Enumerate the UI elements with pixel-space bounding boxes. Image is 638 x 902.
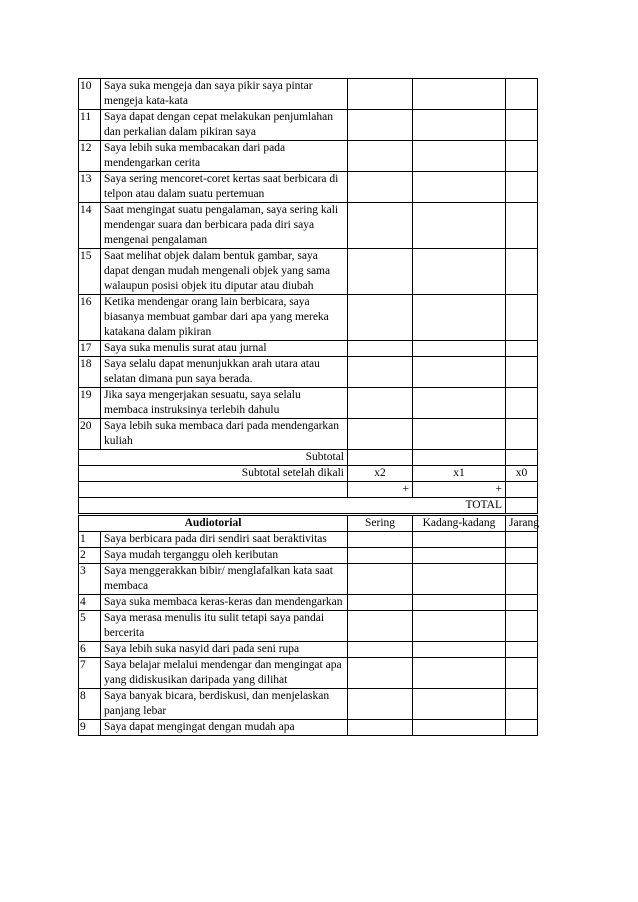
statement: Saya dapat dengan cepat melakukan penjumlahan dan perkalian dalam pikiran saya (101, 110, 348, 141)
answer-cell-kadang[interactable] (413, 172, 506, 203)
statement: Ketika mendengar orang lain berbicara, saya biasanya membuat gambar dari apa yang mereka katakana dalam pikiran (101, 295, 348, 341)
row-number: 14 (79, 203, 101, 249)
answer-cell-kadang[interactable] (413, 658, 506, 689)
answer-cell-kadang[interactable] (413, 249, 506, 295)
table-row (79, 720, 538, 736)
answer-cell-sering[interactable] (348, 388, 413, 419)
answer-cell-sering[interactable] (348, 548, 413, 564)
subtotal-kadang[interactable] (413, 450, 506, 466)
answer-cell-sering[interactable] (348, 357, 413, 388)
answer-cell-kadang[interactable] (413, 141, 506, 172)
answer-cell-kadang[interactable] (413, 642, 506, 658)
answer-cell-jarang[interactable] (506, 110, 538, 141)
answer-cell-sering[interactable] (348, 658, 413, 689)
row-number: 2 (79, 548, 101, 564)
answer-cell-jarang[interactable] (506, 388, 538, 419)
statement: Saya belajar melalui mendengar dan mengingat apa yang didiskusikan daripada yang dilihat (101, 658, 348, 689)
answer-cell-sering[interactable] (348, 110, 413, 141)
answer-cell-kadang[interactable] (413, 357, 506, 388)
row-number: 13 (79, 172, 101, 203)
table-row (79, 658, 538, 689)
multiplier-x1: x1 (413, 466, 506, 482)
answer-cell-jarang[interactable] (506, 564, 538, 595)
statement: Saya banyak bicara, berdiskusi, dan menjelaskan panjang lebar (101, 689, 348, 720)
statement: Saya merasa menulis itu sulit tetapi saya pandai bercerita (101, 611, 348, 642)
row-number: 3 (79, 564, 101, 595)
answer-cell-sering[interactable] (348, 564, 413, 595)
row-number: 7 (79, 658, 101, 689)
row-number: 10 (79, 79, 101, 110)
subtotal-label: Subtotal (79, 450, 348, 466)
row-number: 1 (79, 532, 101, 548)
answer-cell-sering[interactable] (348, 203, 413, 249)
total-row (79, 498, 538, 515)
table-row (79, 532, 538, 548)
statement: Saya suka membaca keras-keras dan mendengarkan (101, 595, 348, 611)
column-header-sering: Sering (348, 515, 413, 532)
row-number: 9 (79, 720, 101, 736)
statement: Saat mengingat suatu pengalaman, saya sering kali mendengar suara dan berbicara pada diri saya mengenai pengalaman (101, 203, 348, 249)
plus-result[interactable] (506, 482, 538, 498)
row-number: 18 (79, 357, 101, 388)
multiplied-label: Subtotal setelah dikali (79, 466, 348, 482)
table-row (79, 642, 538, 658)
total-value[interactable] (506, 498, 538, 515)
table-row (79, 595, 538, 611)
row-number: 8 (79, 689, 101, 720)
plus-spacer (79, 482, 348, 498)
plus-sign: + (348, 482, 413, 498)
row-number: 16 (79, 295, 101, 341)
table-row (79, 249, 538, 295)
answer-cell-sering[interactable] (348, 172, 413, 203)
table-row (79, 295, 538, 341)
table-row (79, 172, 538, 203)
answer-cell-sering[interactable] (348, 611, 413, 642)
row-number: 5 (79, 611, 101, 642)
statement: Saya lebih suka membaca dari pada mendengarkan kuliah (101, 419, 348, 450)
answer-cell-jarang[interactable] (506, 249, 538, 295)
row-number: 6 (79, 642, 101, 658)
statement: Saya lebih suka nasyid dari pada seni rupa (101, 642, 348, 658)
answer-cell-kadang[interactable] (413, 611, 506, 642)
answer-cell-jarang[interactable] (506, 341, 538, 357)
table-row (79, 203, 538, 249)
answer-cell-sering[interactable] (348, 595, 413, 611)
statement: Saya berbicara pada diri sendiri saat beraktivitas (101, 532, 348, 548)
row-number: 12 (79, 141, 101, 172)
audio-header-row (79, 515, 538, 532)
answer-cell-jarang[interactable] (506, 357, 538, 388)
answer-cell-sering[interactable] (348, 642, 413, 658)
answer-cell-kadang[interactable] (413, 548, 506, 564)
table-row (79, 141, 538, 172)
statement: Saya mudah terganggu oleh keributan (101, 548, 348, 564)
row-number: 20 (79, 419, 101, 450)
answer-cell-jarang[interactable] (506, 595, 538, 611)
answer-cell-sering[interactable] (348, 341, 413, 357)
table-row (79, 341, 538, 357)
row-number: 19 (79, 388, 101, 419)
table-row (79, 357, 538, 388)
row-number: 4 (79, 595, 101, 611)
statement: Saya suka mengeja dan saya pikir saya pintar mengeja kata-kata (101, 79, 348, 110)
table-row (79, 110, 538, 141)
row-number: 11 (79, 110, 101, 141)
row-number: 17 (79, 341, 101, 357)
answer-cell-kadang[interactable] (413, 79, 506, 110)
answer-cell-sering[interactable] (348, 689, 413, 720)
multiplier-x0: x0 (506, 466, 538, 482)
answer-cell-sering[interactable] (348, 720, 413, 736)
multiplier-x2: x2 (348, 466, 413, 482)
multiplied-row (79, 466, 538, 482)
answer-cell-kadang[interactable] (413, 203, 506, 249)
answer-cell-sering[interactable] (348, 79, 413, 110)
table-row (79, 419, 538, 450)
answer-cell-kadang[interactable] (413, 295, 506, 341)
answer-cell-kadang[interactable] (413, 419, 506, 450)
subtotal-row (79, 450, 538, 466)
row-number: 15 (79, 249, 101, 295)
answer-cell-jarang[interactable] (506, 79, 538, 110)
answer-cell-sering[interactable] (348, 249, 413, 295)
table-row (79, 689, 538, 720)
section-title: Audiotorial (79, 515, 348, 532)
table-row (79, 388, 538, 419)
answer-cell-sering[interactable] (348, 532, 413, 548)
answer-cell-kadang[interactable] (413, 110, 506, 141)
statement: Saya dapat mengingat dengan mudah apa (101, 720, 348, 736)
subtotal-jarang[interactable] (506, 450, 538, 466)
answer-cell-kadang[interactable] (413, 720, 506, 736)
answer-cell-jarang[interactable] (506, 295, 538, 341)
answer-cell-sering[interactable] (348, 141, 413, 172)
answer-cell-sering[interactable] (348, 419, 413, 450)
answer-cell-jarang[interactable] (506, 611, 538, 642)
answer-cell-jarang[interactable] (506, 141, 538, 172)
subtotal-sering[interactable] (348, 450, 413, 466)
answer-cell-jarang[interactable] (506, 548, 538, 564)
statement: Jika saya mengerjakan sesuatu, saya selalu membaca instruksinya terlebih dahulu (101, 388, 348, 419)
answer-cell-jarang[interactable] (506, 689, 538, 720)
answer-cell-jarang[interactable] (506, 658, 538, 689)
answer-cell-kadang[interactable] (413, 564, 506, 595)
questionnaire-page (78, 78, 540, 736)
total-label: TOTAL (79, 498, 506, 515)
answer-cell-jarang[interactable] (506, 172, 538, 203)
answer-cell-jarang[interactable] (506, 203, 538, 249)
table-row (79, 79, 538, 110)
answer-cell-kadang[interactable] (413, 341, 506, 357)
table-row (79, 564, 538, 595)
answer-cell-jarang[interactable] (506, 419, 538, 450)
plus-sign: + (413, 482, 506, 498)
table-row (79, 611, 538, 642)
table-row (79, 548, 538, 564)
answer-cell-jarang[interactable] (506, 642, 538, 658)
answer-cell-kadang[interactable] (413, 532, 506, 548)
answer-cell-kadang[interactable] (413, 689, 506, 720)
learning-style-table (78, 78, 538, 736)
answer-cell-jarang[interactable] (506, 720, 538, 736)
statement: Saat melihat objek dalam bentuk gambar, saya dapat dengan mudah mengenali objek yang sama walaupun posisi objek itu diputar atau diubah (101, 249, 348, 295)
column-header-kadang: Kadang-kadang (413, 515, 506, 532)
answer-cell-sering[interactable] (348, 295, 413, 341)
statement: Saya lebih suka membacakan dari pada mendengarkan cerita (101, 141, 348, 172)
statement: Saya menggerakkan bibir/ menglafalkan kata saat membaca (101, 564, 348, 595)
answer-cell-jarang[interactable] (506, 532, 538, 548)
statement: Saya sering mencoret-coret kertas saat berbicara di telpon atau dalam suatu pertemuan (101, 172, 348, 203)
column-header-jarang: Jarang (506, 515, 538, 532)
answer-cell-kadang[interactable] (413, 388, 506, 419)
statement: Saya selalu dapat menunjukkan arah utara atau selatan dimana pun saya berada. (101, 357, 348, 388)
plus-row (79, 482, 538, 498)
answer-cell-kadang[interactable] (413, 595, 506, 611)
statement: Saya suka menulis surat atau jurnal (101, 341, 348, 357)
